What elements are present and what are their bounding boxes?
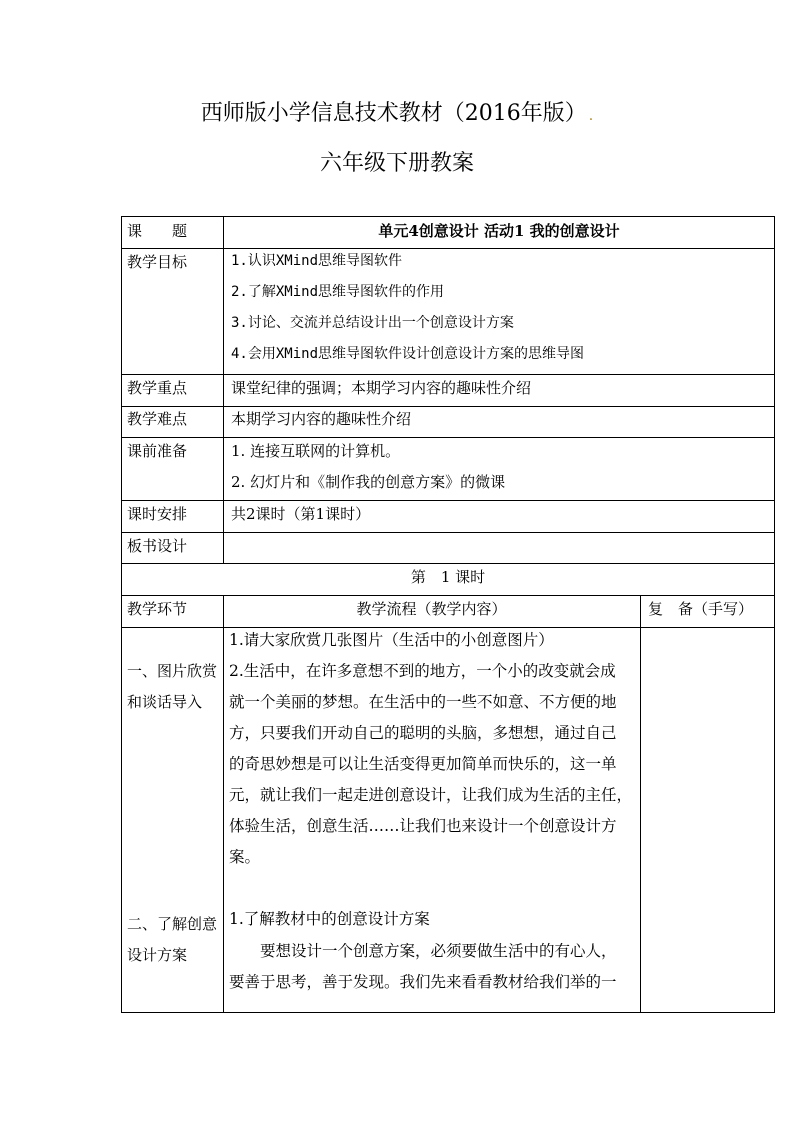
topic-value: 单元4创意设计 活动1 我的创意设计 [378,222,620,240]
process-1-paragraph [229,656,639,873]
difficulty-label: 教学难点 [127,410,188,428]
col-notes-header: 复 备（手写） [648,600,754,618]
process-1-line: 体验生活，创意生活……让我们也来设计一个创意设计方 [229,817,617,835]
preparation-label: 课前准备 [127,442,188,460]
goal-item-1: 1.认识XMind思维导图软件 [231,253,403,269]
schedule-label: 课时安排 [127,505,188,523]
process-1-heading: 1.请大家欣赏几张图片（生活中的小创意图片） [229,631,554,649]
stage-1-line-2: 和谈话导入 [127,693,203,711]
process-1-line: 就一个美丽的梦想。在生活中的一些不如意、不方便的地 [229,693,617,711]
process-1-line: 元，就让我们一起走进创意设计，让我们成为生活的主任， [229,786,633,804]
process-1-line: 案。 [229,848,261,866]
table-rule [640,595,641,1013]
stage-2-line-2: 设计方案 [127,946,188,964]
table-rule [223,595,224,1013]
table-rule [223,216,224,563]
col-stage-header: 教学环节 [127,600,188,618]
goals-label: 教学目标 [127,253,188,271]
stage-2-line-1: 二、了解创意 [127,915,218,933]
table-rule [121,437,775,438]
document-title [0,96,794,127]
table-rule [121,500,775,501]
table-rule [774,216,775,1013]
table-rule [121,627,775,628]
schedule-value: 共2课时（第1课时） [231,505,371,523]
lesson-plan-table [121,216,775,1012]
key-points-label: 教学重点 [127,379,188,397]
table-rule [121,406,775,407]
col-process-header: 教学流程（教学内容） [356,600,507,618]
goal-item-3: 3.讨论、交流并总结设计出一个创意设计方案 [231,315,514,331]
process-2-paragraph [229,936,639,998]
table-rule [121,216,775,217]
table-rule [121,532,775,533]
table-rule [121,1012,775,1013]
board-design-label: 板书设计 [127,537,188,555]
preparation-item-1: 1. 连接互联网的计算机。 [231,442,401,460]
process-2-heading: 1.了解教材中的创意设计方案 [229,910,430,928]
process-1-line: 方，只要我们开动自己的聪明的头脑，多想想，通过自己 [229,724,617,742]
document-subtitle: 六年级下册教案 [319,151,474,176]
goal-item-2: 2.了解XMind思维导图软件的作用 [231,284,445,300]
stage-1-line-1: 一、图片欣赏 [127,662,218,680]
lesson-number-header: 第 1 课时 [410,568,486,586]
preparation-item-2: 2. 幻灯片和《制作我的创意方案》的微课 [231,473,506,491]
key-points-value: 课堂纪律的强调；本期学习内容的趣味性介绍 [231,379,532,397]
process-1-line: 的奇思妙想是可以让生活变得更加简单而快乐的，这一单 [229,755,617,773]
process-1-line: 2.生活中，在许多意想不到的地方，一个小的改变就会成 [229,662,616,680]
goal-item-4: 4.会用XMind思维导图软件设计创意设计方案的思维导图 [231,346,584,362]
title-mark: . [588,108,594,124]
document-title-text: 西师版小学信息技术教材（2016年版） [200,101,587,126]
table-rule [121,374,775,375]
table-rule [121,595,775,596]
table-rule [121,563,775,564]
topic-label: 课 题 [127,222,188,240]
process-2-line: 要想设计一个创意方案，必须要做生活中的有心人， [229,942,617,960]
table-rule [121,248,775,249]
table-rule [121,216,122,1013]
process-2-line: 要善于思考，善于发现。我们先来看看教材给我们举的一 [229,973,617,991]
difficulty-value: 本期学习内容的趣味性介绍 [231,410,412,428]
